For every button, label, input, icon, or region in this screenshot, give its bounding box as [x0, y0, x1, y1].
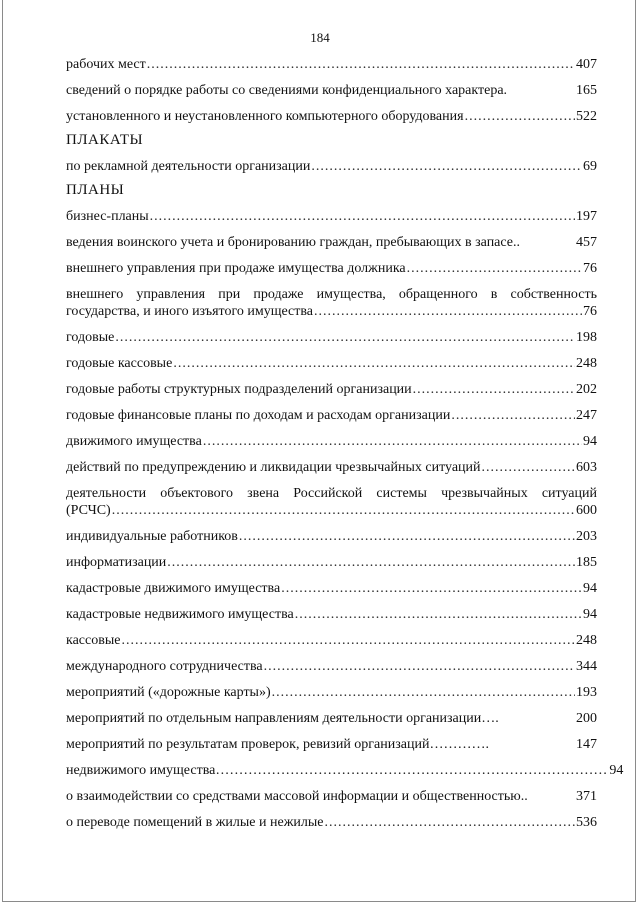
- entry-page-number: 94: [583, 581, 597, 596]
- entry-page-number: 193: [576, 685, 597, 700]
- entry-label: движимого имущества: [66, 434, 202, 449]
- entry-page-number: 600: [576, 503, 597, 518]
- entry-page-number: 165: [576, 83, 597, 98]
- index-entry: [66, 554, 597, 571]
- index-entry: [66, 82, 597, 99]
- entry-page-number: 200: [576, 711, 597, 726]
- index-entries: [66, 56, 624, 840]
- dot-leader: [115, 329, 575, 346]
- entry-label: международного сотрудничества: [66, 659, 263, 674]
- entry-label: по рекламной деятельности организации: [66, 159, 311, 174]
- entry-leader: ..: [513, 235, 520, 250]
- dot-leader: [121, 632, 575, 649]
- entry-label: мероприятий по результатам проверок, ревизий организаций: [66, 737, 430, 752]
- entry-leader: .: [503, 83, 508, 98]
- entry-label: недвижимого имущества: [66, 763, 216, 778]
- page-number: 184: [310, 30, 330, 45]
- dot-leader: [239, 528, 575, 545]
- entry-label: действий по предупреждению и ликвидации чрезвычайных ситуаций: [66, 460, 481, 475]
- entry-leader: …………………………………………………………………………: [215, 763, 608, 778]
- index-entry: [66, 658, 597, 675]
- index-entry: [66, 108, 597, 125]
- entry-page-number: 248: [576, 356, 597, 371]
- entry-page-number: 76: [583, 261, 597, 276]
- entry-label: кадастровые движимого имущества: [66, 581, 281, 596]
- entry-page-number: 198: [576, 330, 597, 345]
- index-entry: [66, 355, 597, 372]
- dot-leader: [314, 303, 582, 320]
- index-entry: [66, 580, 597, 597]
- entry-label: установленного и неустановленного компьютерного оборудования: [66, 109, 464, 124]
- section-heading: ПЛАНЫ: [66, 182, 125, 198]
- dot-leader: [203, 433, 582, 450]
- entry-page-number: 457: [576, 235, 597, 250]
- dot-leader: [407, 260, 582, 277]
- entry-label: годовые финансовые планы по доходам и расходам организации: [66, 408, 451, 423]
- index-entry: [66, 381, 597, 398]
- index-entry: [66, 632, 597, 649]
- entry-label: о переводе помещений в жилые и нежилые: [66, 815, 324, 830]
- entry-page-number: 94: [583, 607, 597, 622]
- index-entry: [66, 684, 597, 701]
- index-entry: [66, 158, 597, 175]
- dot-leader: [272, 684, 575, 701]
- entry-label: кадастровые недвижимого имущества: [66, 607, 294, 622]
- index-entry: [66, 286, 597, 320]
- entry-page-number: 94: [583, 434, 597, 449]
- dot-leader: [173, 355, 575, 372]
- entry-label: о взаимодействии со средствами массовой информации и общественностью: [66, 789, 521, 804]
- dot-leader: [281, 580, 582, 597]
- entry-page-number: 536: [576, 815, 597, 830]
- entry-label: ведения воинского учета и бронированию граждан, пребывающих в запасе: [66, 235, 513, 250]
- entry-page-number: 202: [576, 382, 597, 397]
- dot-leader: [167, 554, 575, 571]
- index-entry: [66, 260, 597, 277]
- entry-label: государства, и иного изъятого имущества: [66, 304, 314, 319]
- index-entry: [66, 234, 597, 251]
- index-entry: [66, 606, 597, 623]
- entry-page-number: 603: [576, 460, 597, 475]
- entry-page-number: 247: [576, 408, 597, 423]
- entry-page-number: 407: [576, 57, 597, 72]
- entry-page-number: 197: [576, 209, 597, 224]
- entry-page-number: 344: [576, 659, 597, 674]
- dot-leader: [413, 381, 575, 398]
- entry-label: годовые кассовые: [66, 356, 173, 371]
- index-entry: [66, 485, 597, 519]
- entry-label: индивидуальные работников: [66, 529, 238, 544]
- dot-leader: [295, 606, 582, 623]
- index-entry: [66, 710, 597, 727]
- entry-leader: ….: [481, 711, 499, 726]
- entry-leader: ..: [520, 789, 528, 804]
- dot-leader: [150, 208, 575, 225]
- entry-label: внешнего управления при продаже имущества должника: [66, 261, 406, 276]
- entry-label: мероприятий по отдельным направлениям деятельности организации: [66, 711, 482, 726]
- dot-leader: [482, 459, 575, 476]
- index-entry: [66, 814, 597, 831]
- entry-label: мероприятий («дорожные карты»): [66, 685, 271, 700]
- entry-label: кассовые: [66, 633, 121, 648]
- index-entry: [66, 329, 597, 346]
- entry-page-number: 94: [609, 763, 624, 778]
- entry-page-number: 69: [583, 159, 597, 174]
- entry-page-number: 203: [576, 529, 597, 544]
- entry-label: сведений о порядке работы со сведениями конфиденциального характера: [66, 83, 504, 98]
- entry-label: информатизации: [66, 555, 167, 570]
- index-entry: [66, 736, 597, 753]
- dot-leader: [451, 407, 575, 424]
- index-entry: [66, 433, 597, 450]
- entry-page-number: 185: [576, 555, 597, 570]
- entry-label: бизнес-планы: [66, 209, 149, 224]
- dot-leader: [264, 658, 575, 675]
- section-heading: ПЛАКАТЫ: [66, 132, 144, 148]
- index-entry: [66, 762, 624, 779]
- entry-page-number: 248: [576, 633, 597, 648]
- index-entry: [66, 788, 597, 805]
- entry-leader: ………….: [429, 737, 489, 752]
- dot-leader: [147, 56, 575, 73]
- index-entry: [66, 56, 597, 73]
- entry-page-number: 371: [576, 789, 597, 804]
- index-entry: [66, 459, 597, 476]
- entry-first-line: деятельности объектового звена Российской системы чрезвычайных ситуаций: [66, 486, 597, 501]
- entry-label: годовые работы структурных подразделений организации: [66, 382, 412, 397]
- entry-page-number: 147: [576, 737, 597, 752]
- dot-leader: [325, 814, 576, 831]
- entry-label: рабочих мест: [66, 57, 146, 72]
- index-entry: [66, 407, 597, 424]
- index-entry: [66, 528, 597, 545]
- dot-leader: [465, 108, 575, 125]
- index-entry: [66, 208, 597, 225]
- dot-leader: [112, 502, 575, 519]
- entry-label: годовые: [66, 330, 115, 345]
- entry-page-number: 522: [576, 109, 597, 124]
- entry-page-number: 76: [583, 304, 597, 319]
- dot-leader: [311, 158, 582, 175]
- entry-first-line: внешнего управления при продаже имущества, обращенного в собственность: [66, 287, 597, 302]
- entry-label: (РСЧС): [66, 503, 111, 518]
